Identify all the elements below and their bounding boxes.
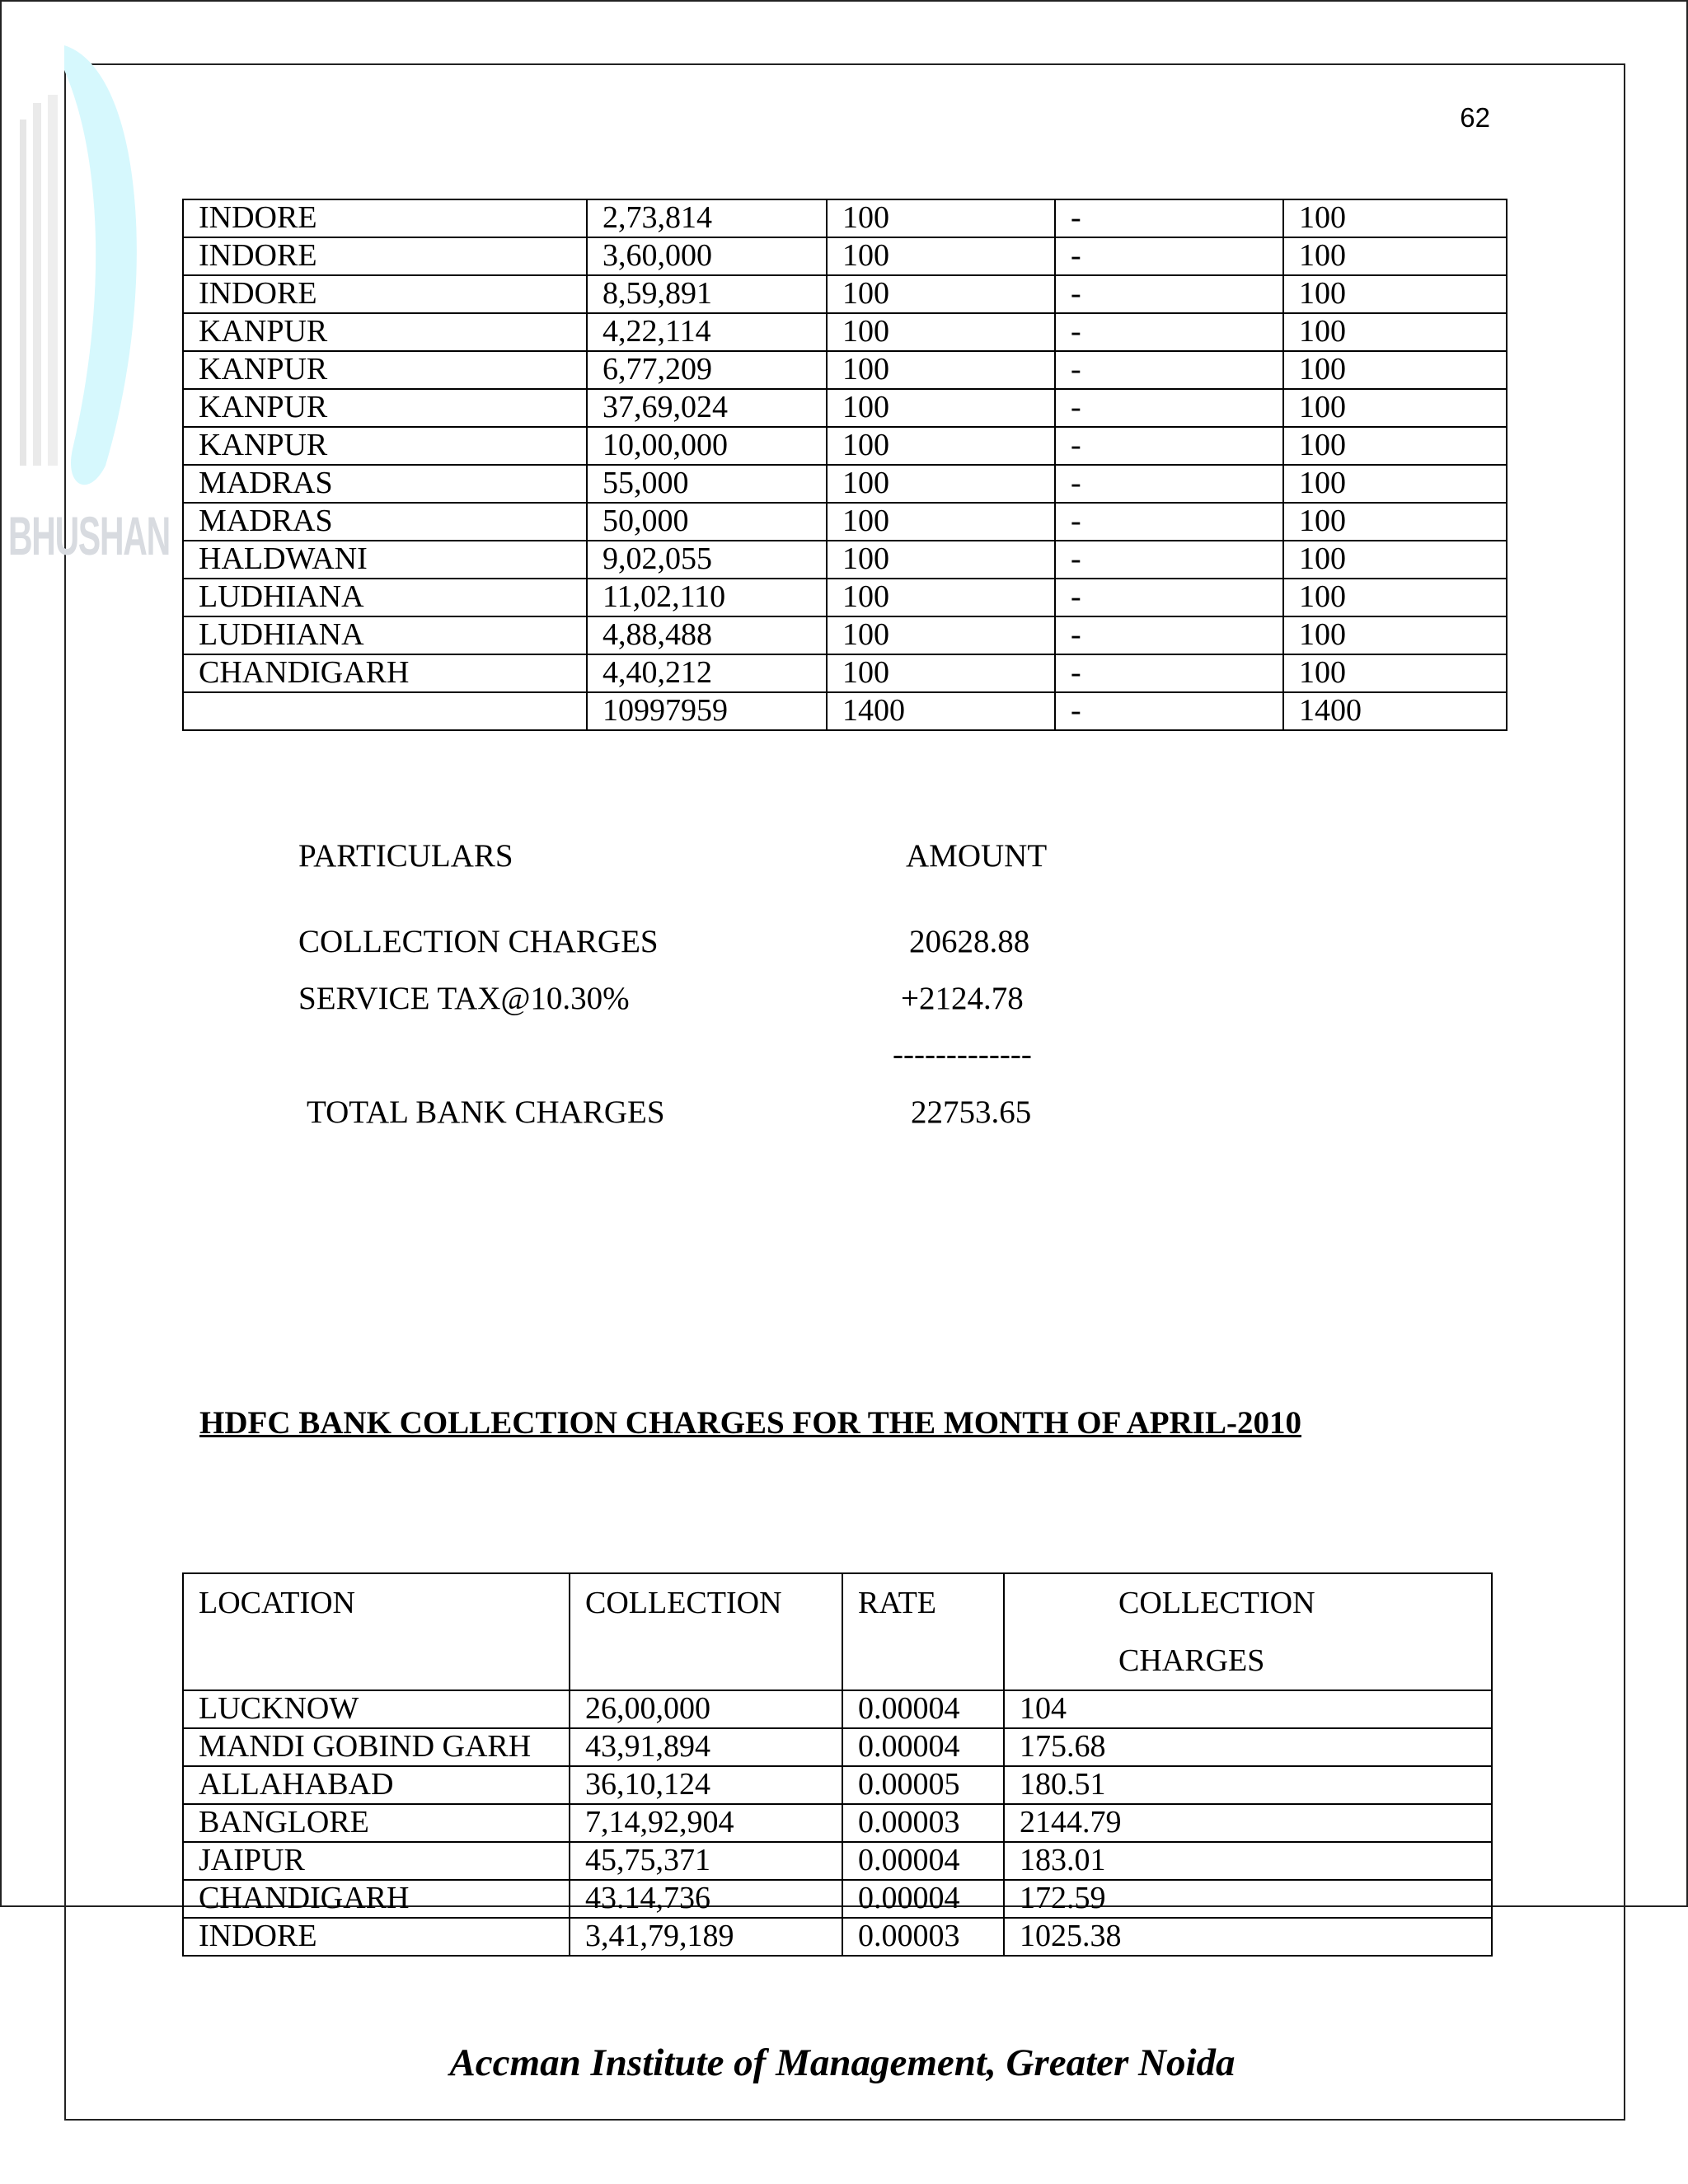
table-row (183, 541, 1507, 579)
table-cell: 100 (1283, 616, 1507, 654)
table-row (183, 237, 1507, 275)
table-row (183, 1918, 1492, 1956)
table-cell: 3,41,79,189 (570, 1918, 842, 1956)
table-cell: 100 (827, 616, 1055, 654)
total-bank-charges-amount: 22753.65 (911, 1094, 1032, 1130)
section-heading: HDFC BANK COLLECTION CHARGES FOR THE MONTH OF APRIL-2010 (199, 1405, 1301, 1441)
table-cell: 100 (827, 351, 1055, 389)
table-cell: 172.59 (1004, 1880, 1492, 1918)
table-cell: 100 (827, 389, 1055, 427)
table-cell: 11,02,110 (587, 579, 827, 616)
table-row (183, 1842, 1492, 1880)
particulars-header-label: PARTICULARS (298, 838, 513, 874)
table-cell: - (1055, 465, 1283, 503)
collection-charges-label: COLLECTION CHARGES (298, 924, 659, 959)
table-cell: 1400 (1283, 692, 1507, 730)
table-cell: 100 (1283, 389, 1507, 427)
table-cell: 180.51 (1004, 1766, 1492, 1804)
table-cell: 104 (1004, 1690, 1492, 1728)
particulars-header-amount: AMOUNT (906, 838, 1048, 874)
table-cell: - (1055, 692, 1283, 730)
table-cell: 100 (1283, 199, 1507, 237)
table-cell: 0.00003 (842, 1804, 1004, 1842)
table-cell: 100 (1283, 275, 1507, 313)
table-cell: - (1055, 351, 1283, 389)
table-cell: INDORE (183, 199, 587, 237)
table-cell: 100 (827, 541, 1055, 579)
table-cell: CHANDIGARH (183, 1880, 570, 1918)
table-row (183, 579, 1507, 616)
table-cell: 43.14,736 (570, 1880, 842, 1918)
table-row (183, 1804, 1492, 1842)
table-cell: KANPUR (183, 427, 587, 465)
table-cell: 4,88,488 (587, 616, 827, 654)
table-cell: 36,10,124 (570, 1766, 842, 1804)
table-cell: 37,69,024 (587, 389, 827, 427)
table-cell: - (1055, 503, 1283, 541)
table-cell: 0.00003 (842, 1918, 1004, 1956)
header-charges-line2: CHARGES (1118, 1643, 1265, 1678)
table-row (183, 465, 1507, 503)
watermark-text: BHUSHAN (8, 505, 170, 566)
table-cell: 100 (827, 579, 1055, 616)
table-row (183, 313, 1507, 351)
table-cell: 100 (1283, 579, 1507, 616)
table-row (183, 692, 1507, 730)
table-cell: 100 (1283, 541, 1507, 579)
table-cell: - (1055, 199, 1283, 237)
table-cell: 10997959 (587, 692, 827, 730)
table-cell: 4,40,212 (587, 654, 827, 692)
table-row (183, 389, 1507, 427)
table-cell: LUDHIANA (183, 579, 587, 616)
table-cell: 183.01 (1004, 1842, 1492, 1880)
hdfc-collection-table (182, 1572, 1493, 1957)
table-row (183, 427, 1507, 465)
table-row (183, 616, 1507, 654)
table-cell (183, 692, 587, 730)
table-cell: JAIPUR (183, 1842, 570, 1880)
table-cell: 43,91,894 (570, 1728, 842, 1766)
table-row (183, 199, 1507, 237)
table-cell: 100 (827, 465, 1055, 503)
table-cell: 100 (1283, 503, 1507, 541)
table-cell: 1025.38 (1004, 1918, 1492, 1956)
service-tax-amount: +2124.78 (901, 981, 1024, 1016)
table-cell: 0.00004 (842, 1842, 1004, 1880)
table-cell: - (1055, 313, 1283, 351)
table-cell: 2144.79 (1004, 1804, 1492, 1842)
bhushan-logo-icon (7, 37, 147, 573)
table-cell: 0.00004 (842, 1880, 1004, 1918)
table-cell: 100 (1283, 351, 1507, 389)
table-row (183, 351, 1507, 389)
table-cell: 100 (827, 503, 1055, 541)
table-cell: 7,14,92,904 (570, 1804, 842, 1842)
table-row (183, 1690, 1492, 1728)
table-cell: 100 (827, 199, 1055, 237)
table-cell: LUCKNOW (183, 1690, 570, 1728)
table-cell: 100 (827, 654, 1055, 692)
table-cell: MANDI GOBIND GARH (183, 1728, 570, 1766)
table-header-row (183, 1573, 1492, 1690)
table-cell: 100 (1283, 427, 1507, 465)
table-cell: 100 (1283, 313, 1507, 351)
table-cell: 100 (827, 313, 1055, 351)
table-cell: - (1055, 237, 1283, 275)
table-cell: LUDHIANA (183, 616, 587, 654)
table-cell: 100 (1283, 237, 1507, 275)
table-cell: - (1055, 616, 1283, 654)
table-cell: ALLAHABAD (183, 1766, 570, 1804)
table-cell: 4,22,114 (587, 313, 827, 351)
table-cell: 175.68 (1004, 1728, 1492, 1766)
table-cell: 3,60,000 (587, 237, 827, 275)
table-cell: - (1055, 654, 1283, 692)
table-cell: 100 (827, 237, 1055, 275)
table-cell: HALDWANI (183, 541, 587, 579)
table-cell: 0.00004 (842, 1690, 1004, 1728)
table-cell: 45,75,371 (570, 1842, 842, 1880)
table-cell: - (1055, 579, 1283, 616)
table-cell: KANPUR (183, 351, 587, 389)
table-cell: 1400 (827, 692, 1055, 730)
table-cell: 8,59,891 (587, 275, 827, 313)
table-cell: MADRAS (183, 465, 587, 503)
table-row (183, 1728, 1492, 1766)
table-cell: - (1055, 541, 1283, 579)
footer-institute: Accman Institute of Management, Greater Noida (449, 2041, 1236, 2084)
header-collection: COLLECTION (570, 1573, 842, 1690)
table-cell: 0.00005 (842, 1766, 1004, 1804)
table-cell: KANPUR (183, 313, 587, 351)
table-row (183, 654, 1507, 692)
table-row (183, 1880, 1492, 1918)
header-collection-charges (1004, 1573, 1492, 1690)
table-row (183, 1766, 1492, 1804)
table-cell: 2,73,814 (587, 199, 827, 237)
table-cell: 55,000 (587, 465, 827, 503)
branch-charges-table (182, 199, 1507, 731)
service-tax-label: SERVICE TAX@10.30% (298, 981, 630, 1016)
table-cell: 26,00,000 (570, 1690, 842, 1728)
table-cell: MADRAS (183, 503, 587, 541)
header-location: LOCATION (183, 1573, 570, 1690)
table-row (183, 275, 1507, 313)
table-cell: 100 (1283, 465, 1507, 503)
total-separator: ------------- (893, 1037, 1032, 1072)
table-cell: 0.00004 (842, 1728, 1004, 1766)
table-cell: - (1055, 275, 1283, 313)
table-cell: INDORE (183, 237, 587, 275)
header-charges-line1: COLLECTION (1118, 1586, 1315, 1620)
table-cell: 10,00,000 (587, 427, 827, 465)
header-rate: RATE (842, 1573, 1004, 1690)
table-cell: 9,02,055 (587, 541, 827, 579)
table-cell: BANGLORE (183, 1804, 570, 1842)
table-cell: - (1055, 427, 1283, 465)
table-cell: 100 (827, 275, 1055, 313)
table-cell: - (1055, 389, 1283, 427)
table-cell: INDORE (183, 275, 587, 313)
table-cell: 50,000 (587, 503, 827, 541)
table-cell: 100 (827, 427, 1055, 465)
page-number: 62 (1460, 102, 1490, 133)
table-row (183, 503, 1507, 541)
table-cell: KANPUR (183, 389, 587, 427)
table-cell: 100 (1283, 654, 1507, 692)
collection-charges-amount: 20628.88 (909, 924, 1030, 959)
table-cell: INDORE (183, 1918, 570, 1956)
table-cell: CHANDIGARH (183, 654, 587, 692)
table-cell: 6,77,209 (587, 351, 827, 389)
total-bank-charges-label: TOTAL BANK CHARGES (307, 1094, 665, 1130)
